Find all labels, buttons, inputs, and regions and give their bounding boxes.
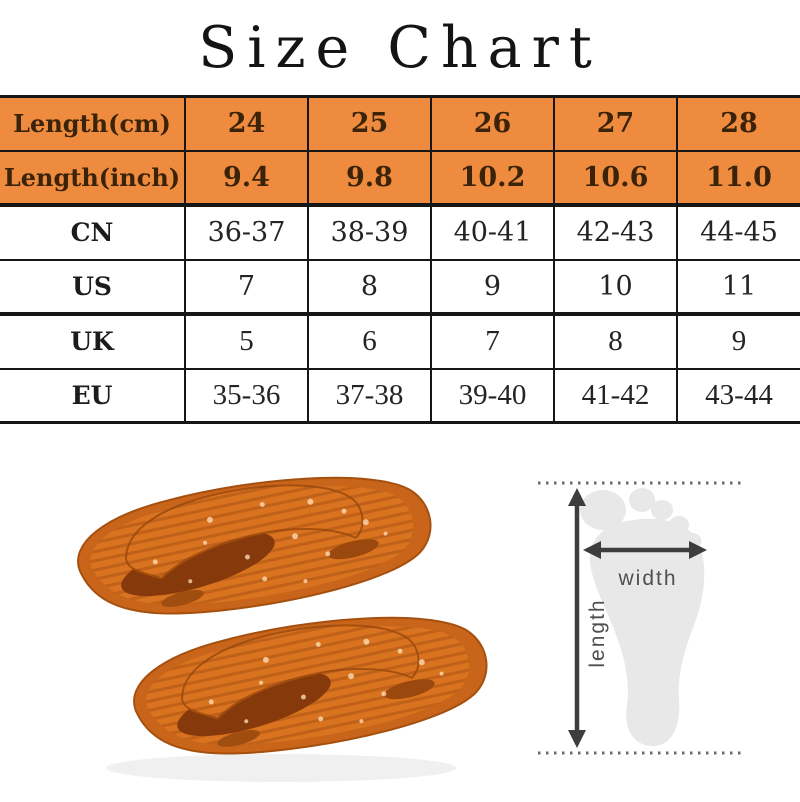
size-cell: 9.8	[308, 151, 431, 206]
size-chart-table	[0, 95, 800, 424]
size-cell: 5	[185, 314, 308, 369]
row-label-length-cm: Length(cm)	[0, 97, 185, 151]
size-cell: 39-40	[431, 369, 554, 423]
size-cell: 25	[308, 97, 431, 151]
row-label-length-inch: Length(inch)	[0, 151, 185, 206]
size-cell: 10.2	[431, 151, 554, 206]
size-cell: 11	[677, 260, 800, 315]
width-label: width	[618, 567, 678, 590]
size-cell: 10	[554, 260, 677, 315]
table-row	[0, 369, 800, 423]
row-label-us: US	[0, 260, 185, 315]
size-cell: 36-37	[185, 205, 308, 260]
size-cell: 28	[677, 97, 800, 151]
size-cell: 9	[677, 314, 800, 369]
page-title: Size Chart	[198, 15, 602, 81]
size-cell: 42-43	[554, 205, 677, 260]
size-cell: 8	[308, 260, 431, 315]
foot-diagram-svg	[515, 452, 800, 797]
size-cell: 35-36	[185, 369, 308, 423]
table-row	[0, 314, 800, 369]
size-cell: 7	[431, 314, 554, 369]
size-cell: 11.0	[677, 151, 800, 206]
size-cell: 37-38	[308, 369, 431, 423]
foot-measurement-diagram	[515, 452, 800, 797]
length-arrow-icon	[568, 488, 586, 748]
table-row	[0, 151, 800, 206]
table-row	[0, 205, 800, 260]
slipper-front	[126, 600, 488, 770]
table-row	[0, 260, 800, 315]
size-cell: 38-39	[308, 205, 431, 260]
size-cell: 27	[554, 97, 677, 151]
product-photo-slippers	[46, 446, 488, 794]
size-cell: 9.4	[185, 151, 308, 206]
size-cell: 6	[308, 314, 431, 369]
size-cell: 41-42	[554, 369, 677, 423]
size-cell: 26	[431, 97, 554, 151]
slipper-back	[70, 460, 438, 630]
length-label: length	[586, 598, 609, 668]
size-cell: 9	[431, 260, 554, 315]
slippers-illustration	[46, 446, 488, 794]
row-label-eu: EU	[0, 369, 185, 423]
size-cell: 8	[554, 314, 677, 369]
row-label-cn: CN	[0, 205, 185, 260]
row-label-uk: UK	[0, 314, 185, 369]
table-row	[0, 97, 800, 151]
size-cell: 10.6	[554, 151, 677, 206]
size-cell: 7	[185, 260, 308, 315]
size-cell: 24	[185, 97, 308, 151]
size-cell: 44-45	[677, 205, 800, 260]
size-cell: 43-44	[677, 369, 800, 423]
ground-shadow	[106, 754, 456, 782]
size-cell: 40-41	[431, 205, 554, 260]
